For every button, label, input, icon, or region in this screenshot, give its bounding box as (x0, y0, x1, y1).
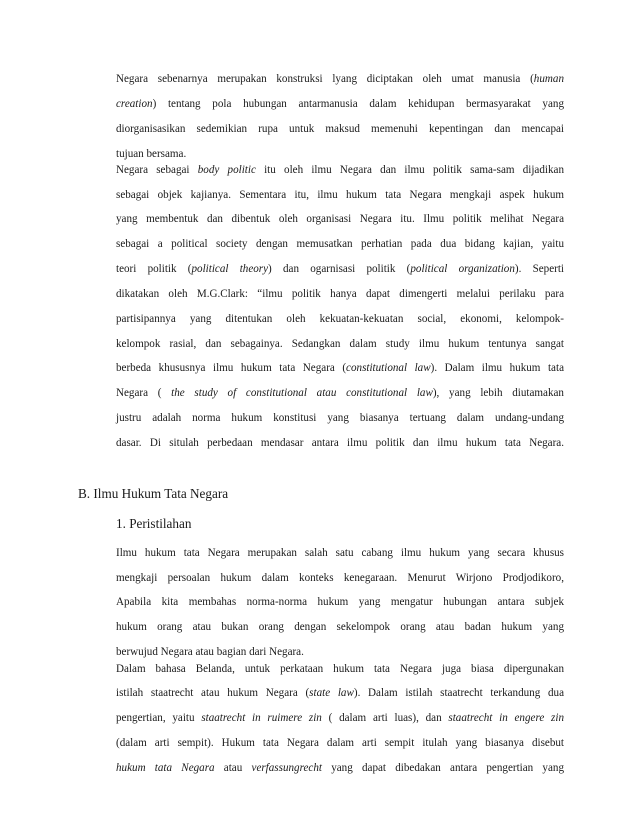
paragraph-line (116, 645, 564, 659)
paragraph-line (116, 546, 564, 560)
text-run: hukum orang atau bukan orang dengan sekelompok orang atau badan hukum yang (116, 621, 564, 633)
text-run: sebagai objek kajianya. Sementara itu, ilmu hukum tata Negara mengkaji aspek hukum (116, 189, 564, 201)
text-run: berwujud Negara atau bagian dari Negara. (116, 646, 304, 658)
paragraph-line (116, 122, 564, 136)
paragraph-line (116, 237, 564, 251)
paragraph-line (116, 147, 564, 161)
paragraph-line (116, 736, 564, 750)
paragraph-line (116, 212, 564, 226)
text-run: sebagai a political society dengan memusatkan perhatian pada dua bidang kajian, yaitu (116, 238, 564, 250)
text-run: justru adalah norma hukum konstitusi yang biasanya tertuang dalam undang-undang (116, 412, 564, 424)
text-run: Ilmu hukum tata Negara merupakan salah satu cabang ilmu hukum yang secara khusus (116, 547, 564, 559)
paragraph-line (116, 287, 564, 301)
text-run: (dalam arti sempit). Hukum tata Negara dalam arti sempit itulah yang biasanya disebut (116, 737, 564, 749)
text-run: atau (214, 762, 252, 774)
paragraph-line (116, 662, 564, 676)
italic-term: human (533, 73, 564, 85)
text-run: Negara sebenarnya merupakan konstruksi lyang diciptakan oleh umat manusia ( (116, 73, 534, 85)
italic-term: constitutional law (346, 362, 431, 374)
section-heading: B. Ilmu Hukum Tata Negara (78, 486, 229, 501)
italic-term: the study of constitutional atau constitutional law (171, 387, 433, 399)
text-run: ). Dalam ilmu hukum tata (430, 362, 564, 374)
paragraph-line (116, 411, 564, 425)
paragraph-line (116, 163, 564, 177)
text-run: ), yang lebih diutamakan (432, 387, 564, 399)
italic-term: political organization (410, 263, 515, 275)
text-run: ) dan ogarnisasi politik ( (268, 263, 411, 275)
paragraph-line (116, 262, 564, 276)
paragraph-line (116, 436, 564, 450)
italic-term: body politic (197, 164, 256, 176)
italic-term: political theory (191, 263, 269, 275)
paragraph-line (116, 97, 564, 111)
paragraph-line (116, 686, 564, 700)
italic-term: state law (309, 687, 354, 699)
text-run: itu oleh ilmu Negara dan ilmu politik sama-sam dijadikan (255, 164, 564, 176)
italic-term: creation (116, 98, 153, 110)
italic-term: staatrecht in engere zin (448, 712, 564, 724)
text-run: Dalam bahasa Belanda, untuk perkataan hukum tata Negara juga biasa dipergunakan (116, 663, 564, 675)
paragraph-line (116, 188, 564, 202)
paragraph-line (116, 337, 564, 351)
text-run: partisipannya yang ditentukan oleh kekuatan-kekuatan social, ekonomi, kelompok- (116, 313, 564, 325)
text-run: dikatakan oleh M.G.Clark: “ilmu politik hanya dapat dimengerti melalui perilaku para (116, 288, 564, 300)
text-run: dasar. Di situlah perbedaan mendasar antara ilmu politik dan ilmu hukum tata Negara. (116, 437, 564, 449)
text-run: ) tentang pola hubungan antarmanusia dalam kehidupan bermasyarakat yang (152, 98, 564, 110)
text-run: mengkaji persoalan hukum dalam konteks kenegaraan. Menurut Wirjono Prodjodikoro, (116, 572, 564, 584)
paragraph-line (116, 72, 564, 86)
italic-term: hukum tata Negara (116, 762, 215, 774)
paragraph-line (116, 761, 564, 775)
text-run: yang dapat dibedakan antara pengertian yang (321, 762, 564, 774)
paragraph-line (116, 361, 564, 375)
paragraph-line (116, 386, 564, 400)
paragraph-line (116, 620, 564, 634)
text-run: kelompok rasial, dan sebagainya. Sedangkan dalam study ilmu hukum tentunya sangat (116, 338, 564, 350)
text-run: yang membentuk dan dibentuk oleh organisasi Negara itu. Ilmu politik melihat Negara (116, 213, 564, 225)
paragraph-line (116, 595, 564, 609)
text-run: berbeda khususnya ilmu hukum tata Negara ( (116, 362, 347, 374)
text-run: pengertian, yaitu (116, 712, 202, 724)
text-run: Negara ( (116, 387, 172, 399)
text-run: Negara sebagai (116, 164, 198, 176)
paragraph-line (116, 312, 564, 326)
subsection-heading: 1. Peristilahan (116, 516, 192, 531)
text-run: ). Seperti (514, 263, 565, 275)
italic-term: verfassungrecht (251, 762, 322, 774)
text-run: tujuan bersama. (116, 148, 187, 160)
paragraph-line (116, 571, 564, 585)
italic-term: staatrecht in ruimere zin (201, 712, 322, 724)
text-run: istilah staatrecht atau hukum Negara ( (116, 687, 310, 699)
text-run: diorganisasikan sedemikian rupa untuk maksud memenuhi kepentingan dan mencapai (116, 123, 564, 135)
text-run: Apabila kita membahas norma-norma hukum yang mengatur hubungan antara subjek (116, 596, 564, 608)
paragraph-line (116, 711, 564, 725)
text-run: ( dalam arti luas), dan (321, 712, 449, 724)
text-run: ). Dalam istilah staatrecht terkandung dua (353, 687, 564, 699)
text-run: teori politik ( (116, 263, 192, 275)
